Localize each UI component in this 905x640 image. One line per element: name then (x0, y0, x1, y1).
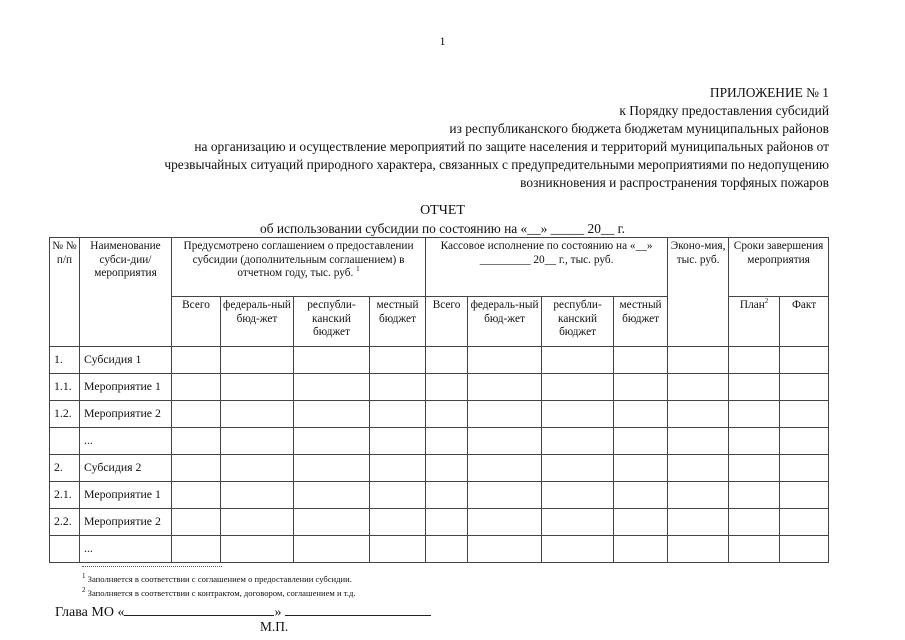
appendix-line: возникновения и распространения торфяных пожаров (520, 175, 829, 190)
table-cell[interactable] (221, 428, 294, 455)
table-row (50, 455, 829, 482)
table-cell[interactable] (294, 482, 370, 509)
table-cell[interactable] (729, 536, 780, 563)
table-cell[interactable] (294, 428, 370, 455)
stamp-placeholder: М.П. (260, 619, 289, 634)
subheader-republic: республи-канский бюджет (294, 297, 370, 347)
table-cell[interactable] (221, 374, 294, 401)
table-cell[interactable] (780, 482, 829, 509)
table-cell[interactable] (542, 509, 614, 536)
appendix-line: ПРИЛОЖЕНИЕ № 1 (709, 85, 829, 100)
table-cell[interactable] (221, 347, 294, 374)
table-cell[interactable] (370, 347, 426, 374)
header-planned-text: Предусмотрено соглашением о предоставлении субсидии (дополнительным соглашением) в отчетном году, тыс. руб. (183, 240, 414, 280)
table-cell[interactable] (614, 401, 668, 428)
table-cell[interactable] (370, 482, 426, 509)
page-number: 1 (439, 34, 446, 48)
footnote-1-mark: 1 (82, 572, 86, 581)
table-cell[interactable] (294, 374, 370, 401)
row-number: 1.2. (50, 401, 80, 428)
table-cell[interactable] (668, 347, 729, 374)
table-cell[interactable] (668, 509, 729, 536)
subheader-federal-cash: федераль-ный бюд-жет (468, 297, 542, 347)
table-cell[interactable] (614, 536, 668, 563)
table-cell[interactable] (172, 482, 221, 509)
footnote-ref-2: 2 (764, 297, 769, 306)
table-row (50, 509, 829, 536)
footnote-2 (82, 588, 356, 598)
table-cell[interactable] (294, 401, 370, 428)
table-cell[interactable] (426, 509, 468, 536)
footnote-ref-1: 1 (356, 265, 360, 274)
row-name: Субсидия 1 (80, 347, 172, 374)
table-cell[interactable] (468, 374, 542, 401)
table-row (50, 536, 829, 563)
row-name: Мероприятие 1 (80, 374, 172, 401)
table-cell[interactable] (780, 401, 829, 428)
table-cell[interactable] (294, 509, 370, 536)
header-deadlines: Сроки завершения мероприятия (729, 238, 829, 297)
table-cell[interactable] (729, 455, 780, 482)
table-cell[interactable] (370, 536, 426, 563)
table-cell[interactable] (668, 536, 729, 563)
table-cell[interactable] (729, 509, 780, 536)
table-cell[interactable] (729, 374, 780, 401)
table-cell[interactable] (172, 509, 221, 536)
row-number: 1.1. (50, 374, 80, 401)
table-cell[interactable] (729, 347, 780, 374)
table-cell[interactable] (542, 455, 614, 482)
table-cell[interactable] (370, 401, 426, 428)
table-cell[interactable] (542, 482, 614, 509)
table-cell[interactable] (370, 509, 426, 536)
table-cell[interactable] (668, 455, 729, 482)
table-row (50, 374, 829, 401)
signature-line[interactable] (285, 602, 431, 616)
table-cell[interactable] (468, 536, 542, 563)
table-cell[interactable] (542, 374, 614, 401)
table-cell[interactable] (780, 455, 829, 482)
footnote-2-text: Заполняется в соответствии с контрактом, договором, соглашением и т.д. (87, 588, 356, 598)
row-number: 2.1. (50, 482, 80, 509)
appendix-line: к Порядку предоставления субсидий (619, 103, 829, 118)
table-cell[interactable] (221, 536, 294, 563)
table-cell[interactable] (221, 509, 294, 536)
table-cell[interactable] (426, 482, 468, 509)
appendix-line: чрезвычайных ситуаций природного характера, связанных с предупредительными мероприятиями по недопущению (164, 157, 829, 172)
table-cell[interactable] (729, 401, 780, 428)
table-cell[interactable] (614, 509, 668, 536)
table-row (50, 401, 829, 428)
table-cell[interactable] (294, 455, 370, 482)
report-subtitle: об использовании субсидии по состоянию на «__» _____ 20__ г. (260, 221, 625, 236)
table-cell[interactable] (426, 455, 468, 482)
subheader-plan-text: План (739, 299, 765, 311)
row-number: 2.2. (50, 509, 80, 536)
footnote-divider (82, 566, 222, 567)
table-row (50, 347, 829, 374)
table-cell[interactable] (468, 455, 542, 482)
table-cell[interactable] (780, 347, 829, 374)
table-cell[interactable] (614, 455, 668, 482)
table-cell[interactable] (468, 428, 542, 455)
table-cell[interactable] (221, 401, 294, 428)
table-cell[interactable] (172, 347, 221, 374)
table-cell[interactable] (172, 374, 221, 401)
subheader-local-cash: местный бюджет (614, 297, 668, 347)
municipality-name-line[interactable] (124, 602, 274, 616)
table-cell[interactable] (542, 536, 614, 563)
table-row (50, 428, 829, 455)
table-cell[interactable] (614, 374, 668, 401)
table-cell[interactable] (468, 482, 542, 509)
footnote-1 (82, 574, 352, 584)
appendix-header (69, 84, 829, 192)
header-number: № № п/п (50, 238, 80, 347)
table-cell[interactable] (468, 509, 542, 536)
table-cell[interactable] (370, 428, 426, 455)
table-cell[interactable] (172, 428, 221, 455)
subheader-total: Всего (172, 297, 221, 347)
table-cell[interactable] (780, 536, 829, 563)
table-cell[interactable] (668, 401, 729, 428)
table-cell[interactable] (542, 347, 614, 374)
table-cell[interactable] (426, 374, 468, 401)
table-cell[interactable] (370, 374, 426, 401)
signature-block (55, 602, 431, 621)
table-cell[interactable] (426, 347, 468, 374)
table-cell[interactable] (221, 455, 294, 482)
table-cell[interactable] (780, 374, 829, 401)
table-cell[interactable] (468, 401, 542, 428)
table-cell[interactable] (614, 482, 668, 509)
table-cell[interactable] (172, 401, 221, 428)
row-name: Мероприятие 2 (80, 401, 172, 428)
table-cell[interactable] (172, 455, 221, 482)
footnote-2-mark: 2 (82, 586, 86, 595)
row-number: 1. (50, 347, 80, 374)
table-cell[interactable] (426, 428, 468, 455)
table-cell[interactable] (668, 374, 729, 401)
table-cell[interactable] (614, 347, 668, 374)
row-name: Мероприятие 1 (80, 482, 172, 509)
subheader-plan (729, 297, 780, 347)
footnote-1-text: Заполняется в соответствии с соглашением о предоставлении субсидии. (87, 574, 352, 584)
signature-label: Глава МО « (55, 605, 125, 620)
table-cell[interactable] (780, 428, 829, 455)
row-name: ... (80, 536, 172, 563)
table-cell[interactable] (294, 536, 370, 563)
signature-close-quote: » (274, 605, 282, 620)
appendix-line: из республиканского бюджета бюджетам муниципальных районов (449, 121, 829, 136)
subheader-fact: Факт (780, 297, 829, 347)
table-cell[interactable] (426, 536, 468, 563)
header-cash-execution: Кассовое исполнение по состоянию на «__» _________ 20__ г., тыс. руб. (426, 238, 668, 297)
row-number (50, 428, 80, 455)
header-planned (172, 238, 426, 297)
row-number: 2. (50, 455, 80, 482)
table-cell[interactable] (221, 482, 294, 509)
row-number (50, 536, 80, 563)
header-name: Наименование субси-дии/мероприятия (80, 238, 172, 347)
table-cell[interactable] (294, 347, 370, 374)
table-cell[interactable] (468, 347, 542, 374)
row-name: ... (80, 428, 172, 455)
table-cell[interactable] (172, 536, 221, 563)
table-cell[interactable] (542, 401, 614, 428)
table-cell[interactable] (542, 428, 614, 455)
table-cell[interactable] (780, 509, 829, 536)
table-cell[interactable] (668, 482, 729, 509)
table-cell[interactable] (729, 482, 780, 509)
subheader-local: местный бюджет (370, 297, 426, 347)
subheader-total-cash: Всего (426, 297, 468, 347)
table-row (50, 482, 829, 509)
report-title: ОТЧЕТ (420, 203, 465, 218)
table-cell[interactable] (668, 428, 729, 455)
appendix-line: на организацию и осуществление мероприятий по защите населения и территорий муниципальных районов от (194, 139, 829, 154)
table-cell[interactable] (370, 455, 426, 482)
subheader-republic-cash: республи-канский бюджет (542, 297, 614, 347)
report-table (49, 237, 829, 563)
table-cell[interactable] (426, 401, 468, 428)
row-name: Мероприятие 2 (80, 509, 172, 536)
table-cell[interactable] (729, 428, 780, 455)
row-name: Субсидия 2 (80, 455, 172, 482)
header-economy: Эконо-мия, тыс. руб. (668, 238, 729, 347)
subheader-federal: федераль-ный бюд-жет (221, 297, 294, 347)
table-cell[interactable] (614, 428, 668, 455)
